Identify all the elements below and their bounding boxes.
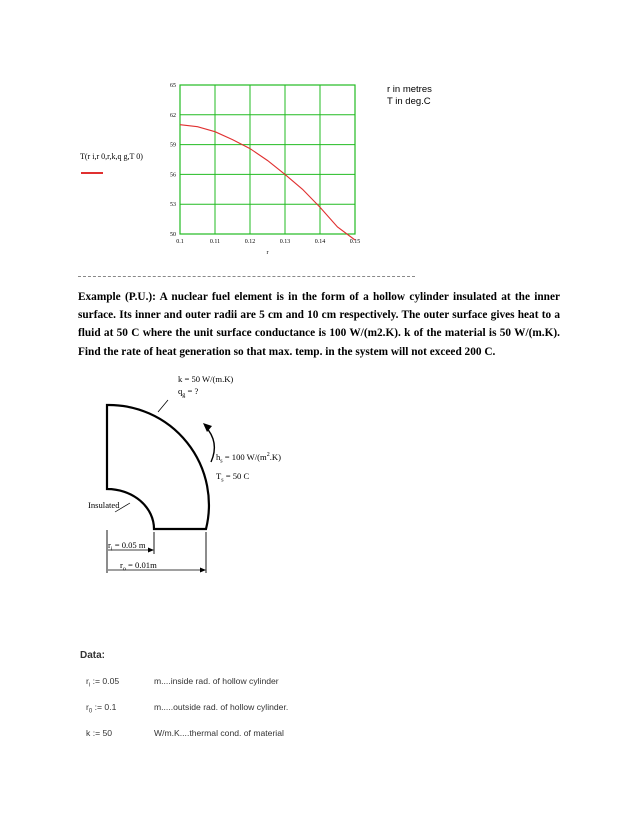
hs-sup: 2 (266, 452, 270, 459)
ro-value: = 0.01m (125, 560, 157, 570)
hs-sub: s (220, 458, 223, 465)
y-tick-label: 59 (170, 142, 176, 149)
data-var-k: k := 50 (86, 728, 113, 738)
chart-svg (160, 80, 375, 255)
temperature-series-line (180, 125, 355, 240)
cylinder-diagram (60, 370, 360, 580)
plot-frame (180, 85, 355, 234)
note-units-r: r in metres (387, 84, 432, 95)
y-tick-label: 50 (170, 232, 176, 238)
y-tick-label: 53 (170, 202, 176, 209)
insulated-label: Insulated (88, 500, 120, 510)
x-tick-label: 0.12 (244, 239, 256, 245)
hs-value: = 100 W/(m (222, 452, 267, 462)
ro-sub: o (122, 566, 126, 573)
data-desc-k: W/m.K....thermal cond. of material (154, 728, 284, 738)
data-desc-r0: m.....outside rad. of hollow cylinder. (154, 702, 289, 712)
problem-statement: Example (P.U.): A nuclear fuel element is in the form of a hollow cylinder insulated at the inner surface. Its inner and outer radii are 5 cm and 10 cm respectively. The outer surface gives heat to a fluid at 50 C where the unit surface conductance is 100 W/(m2.K). k of the material is 50 W/(m.K). Find the rate of heat generation so that max. temp. in the system will not exceed 200 C. (78, 291, 560, 358)
ts-sub: s (221, 477, 224, 484)
ts-value: = 50 C (223, 471, 250, 481)
x-tick-label: 0.1 (176, 239, 184, 245)
data-desc-ri: m....inside rad. of hollow cylinder (154, 676, 279, 686)
qg-symbol: q (178, 386, 183, 396)
k-label (178, 374, 233, 384)
cylinder-section-shape (107, 405, 209, 529)
ri-symbol: r (108, 540, 111, 550)
x-tick-label: 0.15 (349, 239, 361, 245)
data-var-r0: $r_0$ := 0.1 (86, 702, 117, 715)
heat-flow-arrow (205, 426, 214, 462)
legend-swatch (81, 172, 103, 174)
x-tick-label: 0.11 (209, 239, 221, 245)
chart-notes (387, 84, 432, 108)
diagram-svg (60, 370, 360, 580)
y-tick-label: 65 (170, 83, 176, 89)
data-heading: Data: (80, 650, 106, 661)
hs-unit-end: .K) (269, 452, 281, 462)
k-label-text: k = 50 W/(m.K) (178, 374, 234, 384)
separator-line (78, 276, 415, 277)
x-axis-label: r (266, 250, 269, 255)
chart-ylabel (80, 152, 143, 161)
heat-flow-arrowhead (203, 423, 212, 432)
chart-ylabel-text: T(r i,r 0,r,k,q g,T 0) (80, 152, 143, 161)
data-var-ri: $r_i$ := 0.05 (86, 676, 120, 689)
hs-symbol: h (216, 452, 221, 462)
ri-value: = 0.05 m (112, 540, 146, 550)
y-tick-label: 62 (170, 112, 176, 119)
ri-sub: i (110, 546, 113, 553)
ts-label (216, 471, 249, 484)
y-tick-label: 56 (170, 172, 176, 179)
ro-arrowhead (200, 568, 206, 573)
temperature-chart (160, 80, 375, 255)
x-tick-label: 0.13 (279, 239, 291, 245)
ro-symbol: r (120, 560, 123, 570)
qg-value: = ? (185, 386, 199, 396)
note-units-t: T in deg.C (387, 96, 431, 107)
hs-label (216, 452, 281, 465)
ri-arrowhead (148, 548, 154, 553)
ri-label (108, 540, 146, 553)
ts-symbol: T (216, 471, 222, 481)
qg-sub: g (182, 392, 186, 399)
qg-label (178, 386, 198, 399)
x-tick-label: 0.14 (314, 239, 326, 245)
ro-label (120, 560, 157, 573)
k-leader-line (158, 400, 168, 412)
